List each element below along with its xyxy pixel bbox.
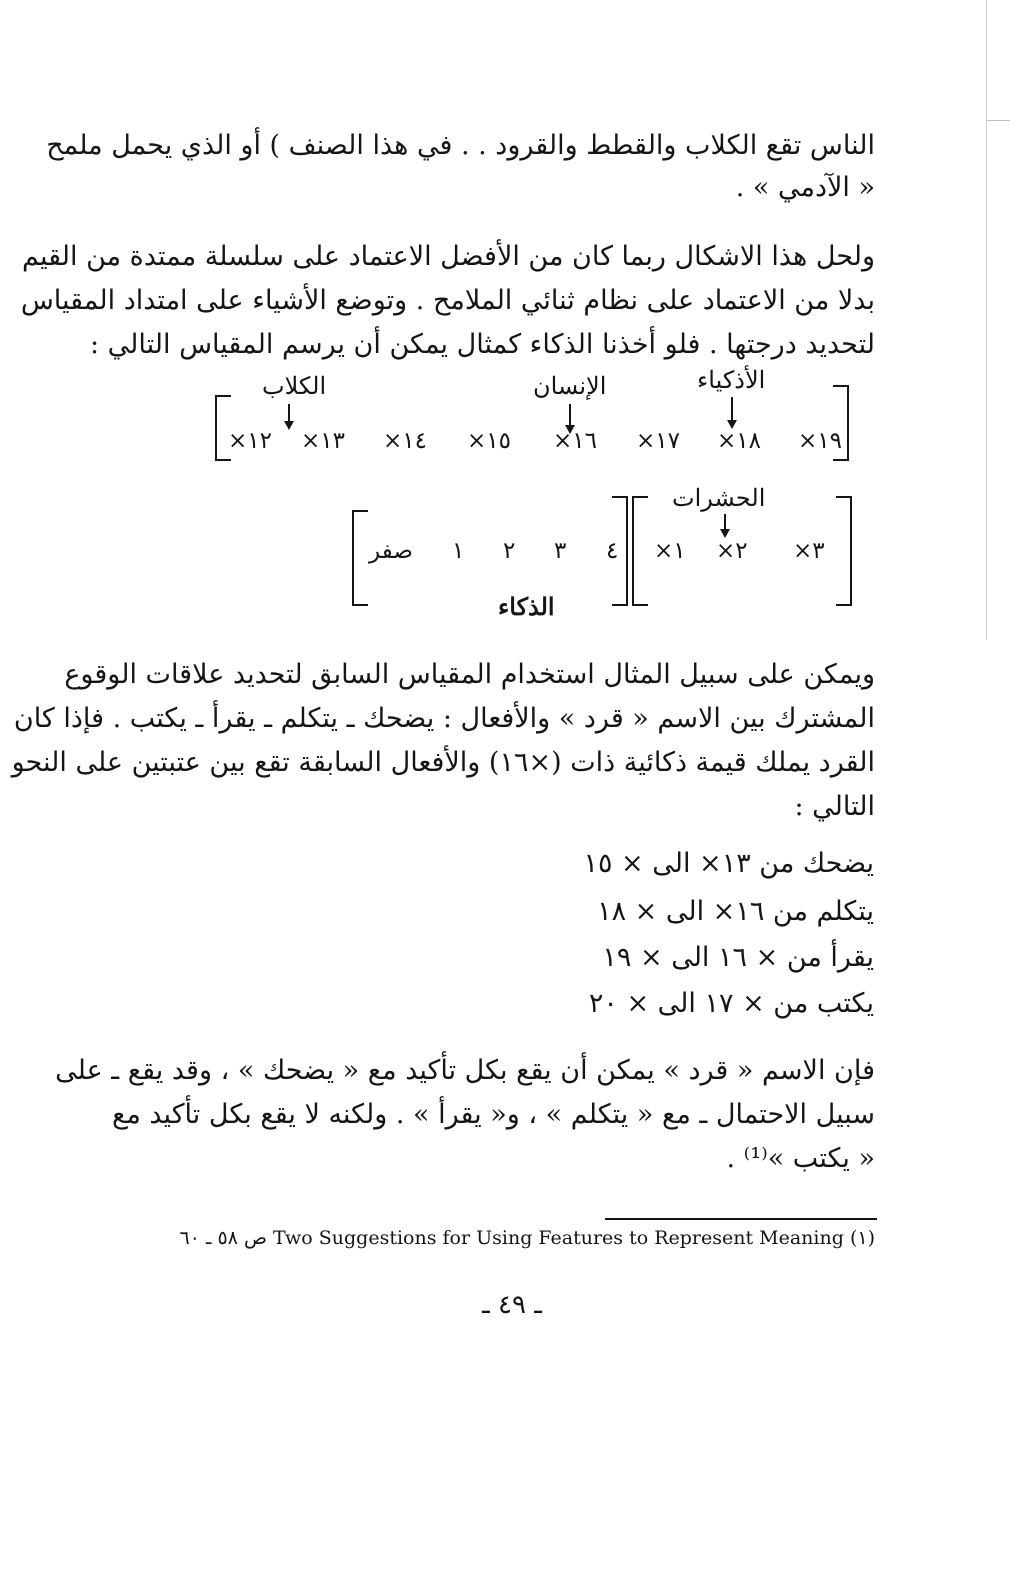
label-dogs: الكلاب [262,372,327,400]
scale-2-tick: ١ [452,538,465,564]
scale-2-tick-x: ١× [654,538,686,564]
paragraph-3-line-1: ويمكن على سبيل المثال استخدام المقياس السابق لتحديد علاقات الوقوع [64,659,875,690]
paragraph-3-line-4: التالي : [794,791,875,822]
example-line-2: يتكلم من ١٦× الى × ١٨ [597,896,874,927]
footnote-rule [605,1218,877,1220]
label-insects: الحشرات [672,484,766,512]
paragraph-1-line-1: الناس تقع الكلاب والقطط والقرود . . في هذا الصنف ) أو الذي يحمل ملمح [46,130,875,161]
scale-1-tick: ١٢× [228,428,272,454]
paragraph-1-line-2: « الآدمي » . [735,172,875,203]
scale-2-right-bracket [836,496,852,606]
paragraph-4-line-3: « يكتب »⁽¹⁾ . [726,1143,875,1174]
scale-1-tick: ١٥× [467,428,511,454]
page-edge-line [986,0,987,640]
paragraph-2-line-3: لتحديد درجتها . فلو أخذنا الذكاء كمثال يمكن أن يرسم المقياس التالي : [89,329,875,360]
example-line-4: يكتب من × ١٧ الى × ٢٠ [588,988,874,1019]
paragraph-2-line-2: بدلا من الاعتماد على نظام ثنائي الملامح . وتوضع الأشياء على امتداد المقياس [20,285,875,316]
page-edge-tick [986,120,1010,121]
scale-2-tick: ٢ [503,538,516,564]
scale-1-tick: ١٣× [301,428,345,454]
scale-2-left-bracket [352,510,368,606]
scale-1-tick: ١٩× [798,428,842,454]
page-number: ـ ٤٩ ـ [482,1290,542,1320]
paragraph-3-line-2: المشترك بين الاسم « قرد » والأفعال : يضحك ـ يتكلم ـ يقرأ ـ يكتب . فإذا كان [13,703,875,734]
scale-2-tick-x: ٢× [716,538,748,564]
example-line-1: يضحك من ١٣× الى × ١٥ [583,848,874,879]
arrow-down-icon [727,397,737,429]
label-smartest: الأذكياء [697,366,766,394]
scale-1-tick: ١٤× [383,428,427,454]
paragraph-4-line-1: فإن الاسم « قرد » يمكن أن يقع بكل تأكيد مع « يضحك » ، وقد يقع ـ على [55,1055,875,1086]
footnote: (١) Two Suggestions for Using Features to Represent Meaning ص ٥٨ ـ ٦٠ [179,1227,875,1249]
paragraph-2-line-1: ولحل هذا الاشكال ربما كان من الأفضل الاعتماد على سلسلة ممتدة من القيم [22,241,875,272]
scale-1-tick: ١٨× [717,428,761,454]
scale-2-caption: الذكاء [498,592,555,621]
example-line-3: يقرأ من × ١٦ الى × ١٩ [602,942,874,973]
arrow-down-icon [284,404,294,430]
scale-2-middle-left-bracket [632,496,648,606]
scale-1-tick: ١٧× [636,428,680,454]
arrow-down-icon [720,514,730,538]
paragraph-4-line-2: سبيل الاحتمال ـ مع « يتكلم » ، و« يقرأ » . ولكنه لا يقع بكل تأكيد مع [111,1099,875,1130]
scale-2-tick-x: ٣× [793,538,825,564]
paragraph-3-line-3: القرد يملك قيمة ذكائية ذات (×١٦) والأفعال السابقة تقع بين عتبتين على النحو [11,747,875,778]
scale-2-tick: ٣ [554,538,567,564]
scale-1-tick: ١٦× [553,428,597,454]
label-human: الإنسان [533,372,607,400]
scale-2-tick: ٤ [606,538,619,564]
scale-2-tick: صفر [369,538,413,564]
